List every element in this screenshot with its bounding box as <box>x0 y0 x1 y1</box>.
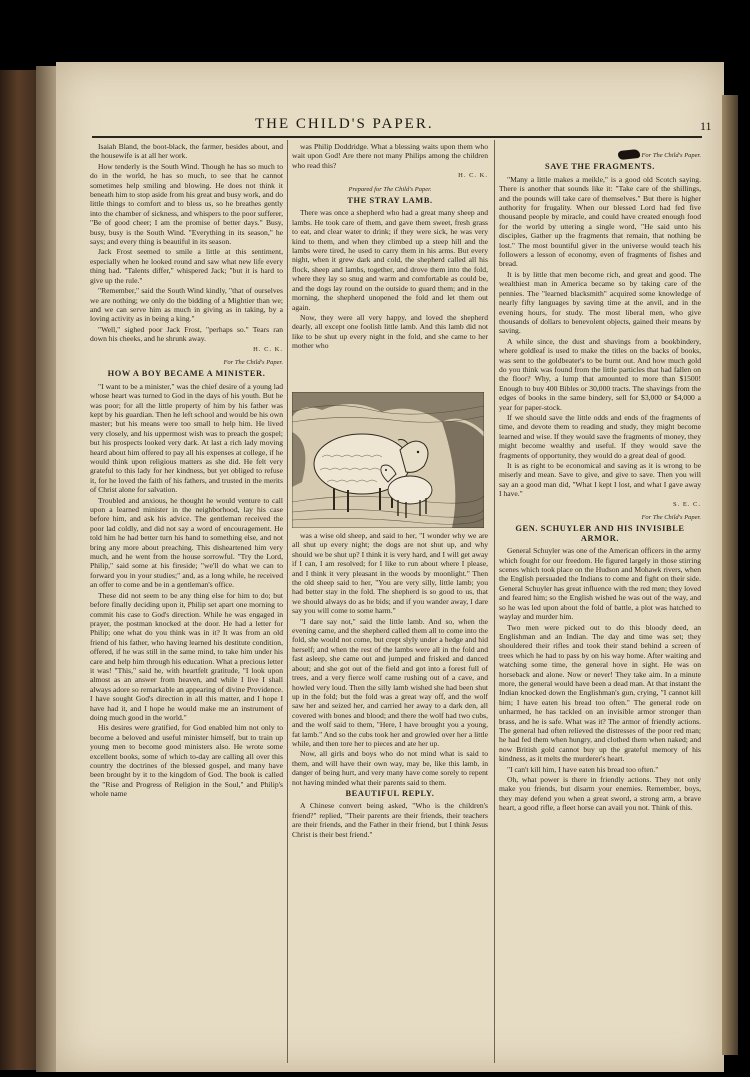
book-cover-edge <box>0 70 40 1070</box>
col3-paragraph: General Schuyler was one of the American officers in the army which fought for our freedom. He figured largely in those stirring scenes which took place on the Hudson and Mohawk rivers, when the English persuaded the Indians to come and fight on their side. General Schuyler has great influence with the red men; they loved and feared him; so the English wished he was out of the way, and so he was led upon about the fold of battle, a plot was hatched to waylay and murder him. <box>499 546 701 622</box>
column-3 <box>499 148 701 1064</box>
article-signature: S. E. C. <box>672 500 701 508</box>
col2-paragraph: "I dare say not," said the little lamb. And so, when the evening came, and the shepherd called them all to come into the fold, she would not come, but crept slyly under a hedge and hid herself; and when the rest of the lambs were all in the fold and fast asleep, she came out and jumped and frisked and danced about; and she got out of the field and got into a forest full of trees, and a very fierce wolf came rushing out of a cave, and howled very loud. Then the silly lamb wished she had been shut up in the fold; but the fold was a great way off, and the wolf saw her and seized her, and carried her away to a dark den, all covered with bones and blood; and there the wolf had two cubs, and the wolf said to them, "Here, I have brought you a young, fat lamb." And so the cubs took her and growled over her a little while, and then tore her to pieces and ate her up. <box>292 616 488 748</box>
article-credit: Prepared for The Child's Paper. <box>348 185 432 193</box>
col1-paragraph: "I want to be a minister," was the chief desire of a young lad whose heart was turned to God in the days of his youth. But he was poor; for all the little property of him by his father was kept by his guardian. Then he left school and would be his own master; but his means were too small to help him. He lived very closely, and his uppermost wish was to preach the gospel; but his prospects looked very dark. At last a rich lady moving heard about him offered to pay all his expenses at college, if he would think upon religious matters as she did. He felt very grateful to this lady for her kindness, but yet obliged to refuse it, for he loved the faith of his fathers, and trusted in the merits of Christ alone for salvation. <box>90 381 283 495</box>
article-headline-beautiful-reply: BEAUTIFUL REPLY. <box>345 788 435 798</box>
col3-paragraph: Oh, what power is there in friendly actions. They not only make you friends, but disarm your enemies. Remember, boys, they may defend you when a great sword, a strong arm, a brave heart, a good rifle, a fleet horse can avail you not. Think of this. <box>499 775 701 813</box>
col1-paragraph: These did not seem to be any thing else for him to do; but before finally deciding upon it, Philip set apart one morning to commit his case to God's direction. While he was engaged in prayer, the postman knocked at the door. He had a letter for Philip; one what do you think was in it? It was from an old friend of his father, who having learned his destitute condition, offered, if he was still in the same mind, to take him under his care and help him through his education. What a precious letter it was! "This," said he, with heartfelt gratitude, "I look upon almost as an answer from heaven, and while I live I shall always adore so remarkable an appearing of divine Providence. I have sought God's direction in all this matter, and I hope I have had it, and I hope he would make me an instrument of doing much good in the world." <box>90 590 283 722</box>
col1-paragraph: "Well," sighed poor Jack Frost, "perhaps so." Tears ran down his cheeks, and he shrunk away. <box>90 324 283 344</box>
column-divider-2 <box>494 140 495 1063</box>
header-rule <box>92 136 702 138</box>
article-headline-fragments: SAVE THE FRAGMENTS. <box>545 162 655 172</box>
article-credit: For The Child's Paper. <box>641 152 701 159</box>
col1-paragraph: Troubled and anxious, he thought he would venture to call upon a learned minister in the neighborhood, lay his case before him, and ask his advice. The gentleman received the poor lad coldly, and did not say a word of encouragement. He told him he had better turn his hand to something else, and not bring any more about preaching. This disheartened him very much, and he went from the house sorrowful. "Try the Lord, Philip," said some at his fireside; "we'll do what we can to forward you in your studies;" and, as a long while, he received an offer to come and be in a gentleman's office. <box>90 495 283 590</box>
col2-paragraph: Now, they were all very happy, and loved the shepherd dearly, all except one foolish little lamb. And this lamb did not like to be shut up every night in the fold, and she came to her mother who <box>292 312 488 351</box>
article-credit: For The Child's Paper. <box>641 514 701 522</box>
col3-paragraph: It is as right to be economical and saving as it is wrong to be miserly and mean. Save to give, and give to save. Then you will say an a good man did, "What I kept I lost, and what I gave away I have." <box>499 461 701 499</box>
col3-paragraph: Two men were picked out to do this bloody deed, an Englishman and an Indian. The day and time was set; they shouldered their rifles and took their stand behind a screen of trees which he had to pass by on his way home. After waiting and watching some time, the general hove in sight. He was on horseback and alone. Now or never! They take aim. In a minute more, the general would have been a dead man. At that instant the Indian knocked down the Englishman's gun, crying, "I cannot kill him; I have eaten his bread too often." The general rode on unharmed, he has tackled on an invisible armor stronger than brass, and he is safe. What was it? The armor of friendly actions. The general had often relieved the distresses of the poor red man; he had fed them when hungry, and clothed them when naked; and now British gold cannot buy up the grateful memory of his kindness, as it melts the murderer's heart. <box>499 622 701 764</box>
column-divider-1 <box>287 140 288 1063</box>
col1-paragraph: Isaiah Bland, the boot-black, the farmer, besides about, and the housewife is at all her work. <box>90 142 283 161</box>
article-signature: H. C. K. <box>253 345 283 353</box>
column-1 <box>90 142 283 1064</box>
col1-paragraph: Jack Frost seemed to smile a little at this sentiment, especially when he looked round and saw what new life every thing had. "Talents differ," whispered Jack; "but it is hard to give up the rule." <box>90 247 283 285</box>
page-number: 11 <box>700 119 712 133</box>
article-signature: H. C. K. <box>458 172 488 180</box>
col2-paragraph: was a wise old sheep, and said to her, "I wonder why we are all shut up every night; the dogs are not shut up, and why should we be shut up? I think it is very hard, and I will get away if I can, I am resolved; for I like to run about where I please, and I think it very pleasant in the woods by moonlight." Then the old sheep said to her, "You are very silly, little lamb; you had better stay in the fold. The shepherd is so good to us, that we should always do as he bids; and if you wander away, I dare say you will come to some harm." <box>292 531 488 616</box>
col3-paragraph: A while since, the dust and shavings from a bookbindery, where goldleaf is used to make the titles on the backs of books, was sent to the goldbeater's to be burnt out. And how much gold do you think was found from the little particles that had fallen on the floor? Why, a lump that amounted to more than $1500! Enough to buy 400 Bibles or 30,000 tracts. The shavings from the edges of books in the same bindery, sell for $3,000 or $4,000 a year for paper-stock. <box>499 336 701 412</box>
col1-paragraph: His desires were gratified, for God enabled him not only to become a beloved and useful minister himself, but to train up young men to become good ministers also. He wrote some excellent books, some of which to-day are calling all over this country the doctrines of the blessed gospel, and many have been brought by it to the kingdom of God. The book is called the "Rise and Progress of Religion in the Soul," and Philip's whole name <box>90 723 283 799</box>
page-header-title: THE CHILD'S PAPER. <box>255 116 434 132</box>
column-2-bottom <box>292 531 488 1064</box>
article-credit: For The Child's Paper. <box>223 358 283 366</box>
col2-paragraph: There was once a shepherd who had a great many sheep and lambs. He took care of them, and gave them sweet, fresh grass to eat, and clear water to drink; if they were sick, he was very kind to them, and when they climbed up a steep hill and the lambs were tired, he used to carry them in his arms. But every night, when it grew dark and cold, the shepherd called all his flock, sheep and lambs, together, and drove them into the fold, where they lay so snug and warm and comfortable as could be, and the dogs lay round on the outside to guard them; and in the morning, the shepherd unopened the fold and let them out again. <box>292 208 488 312</box>
col3-paragraph: "I can't kill him, I have eaten his bread too often." <box>507 764 659 774</box>
col1-paragraph: "Remember," said the South Wind kindly, "that of ourselves we are nothing; we only do the bidding of a Mightier than we; and we can serve him as much in giving as in taking, by a loving activity as in being a king." <box>90 286 283 324</box>
col2-paragraph: was Philip Doddridge. What a blessing waits upon them who wait upon God! Are there not many Philips among the children who read this? <box>292 142 488 170</box>
article-headline-minister: HOW A BOY BECAME A MINISTER. <box>107 369 266 379</box>
col1-paragraph: How tenderly is the South Wind. Though he has so much to do in the world, he has so much, to see that he cannot sometimes help smiling and blowing. He does not think it beneath him to stop aside from his great and busy work, and do little things to comfort and to bless us, so he breathes gently into the chamber of sickness, and whispers to the poor sufferer, "Be of good cheer; I am the promise of better days." Busy, busy, busy is the South Wind. "Everything in its season," he says; and every thing is beautiful in its season. <box>90 161 283 247</box>
article-headline-schuyler: GEN. SCHUYLER AND HIS INVISIBLE ARMOR. <box>515 524 685 543</box>
col3-paragraph: "Many a little makes a meikle," is a good old Scotch saying. There is another that sounds like it: "Take care of the shillings, and the pounds will take care of themselves." But there is higher authority for frugality. When our blessed Lord had fed five thousand people by miracle, and could have created enough food for the world by uttering a single word, "He said unto his disciples, Gather up the fragments that remain, that nothing be lost." The most bountiful giver in the universe would teach his followers a lesson of economy, even of fragments of fishes and bread. <box>499 174 701 269</box>
col2-paragraph: A Chinese convert being asked, "Who is the children's friend?" replied, "Their parents are their friends, their teachers are their friends, and the Father in their friend, but I think Jesus Christ is their best friend." <box>292 801 488 839</box>
page-stack-edge <box>722 95 738 1055</box>
column-2-top <box>292 142 488 392</box>
article-headline-stray-lamb: THE STRAY LAMB. <box>347 196 433 206</box>
col2-paragraph: Now, all girls and boys who do not mind what is said to them, and will have their own way, may be, like this lamb, in danger of being hurt, and very many have come sorely to repent not having minded what their parents said to them. <box>292 749 488 787</box>
col3-paragraph: It is by little that men become rich, and great and good. The wealthiest man in America became so by taking care of the pennies. The "learned blacksmith" acquired some knowledge of nearly fifty languages by saving time at the anvil, and in the evening hours, for study. The most liberal men, who give thousands of dollars to benevolent objects, gained their means by saving. <box>499 269 701 336</box>
sheep-engraving <box>292 392 484 528</box>
col3-paragraph: If we should save the little odds and ends of the fragments of time, and devote them to reading and study, they might become learned and wise. If they would save the fragments of money, they might become wealthy and useful. If they would save the fragments of opportunity, they would do a great deal of good. <box>499 412 701 460</box>
